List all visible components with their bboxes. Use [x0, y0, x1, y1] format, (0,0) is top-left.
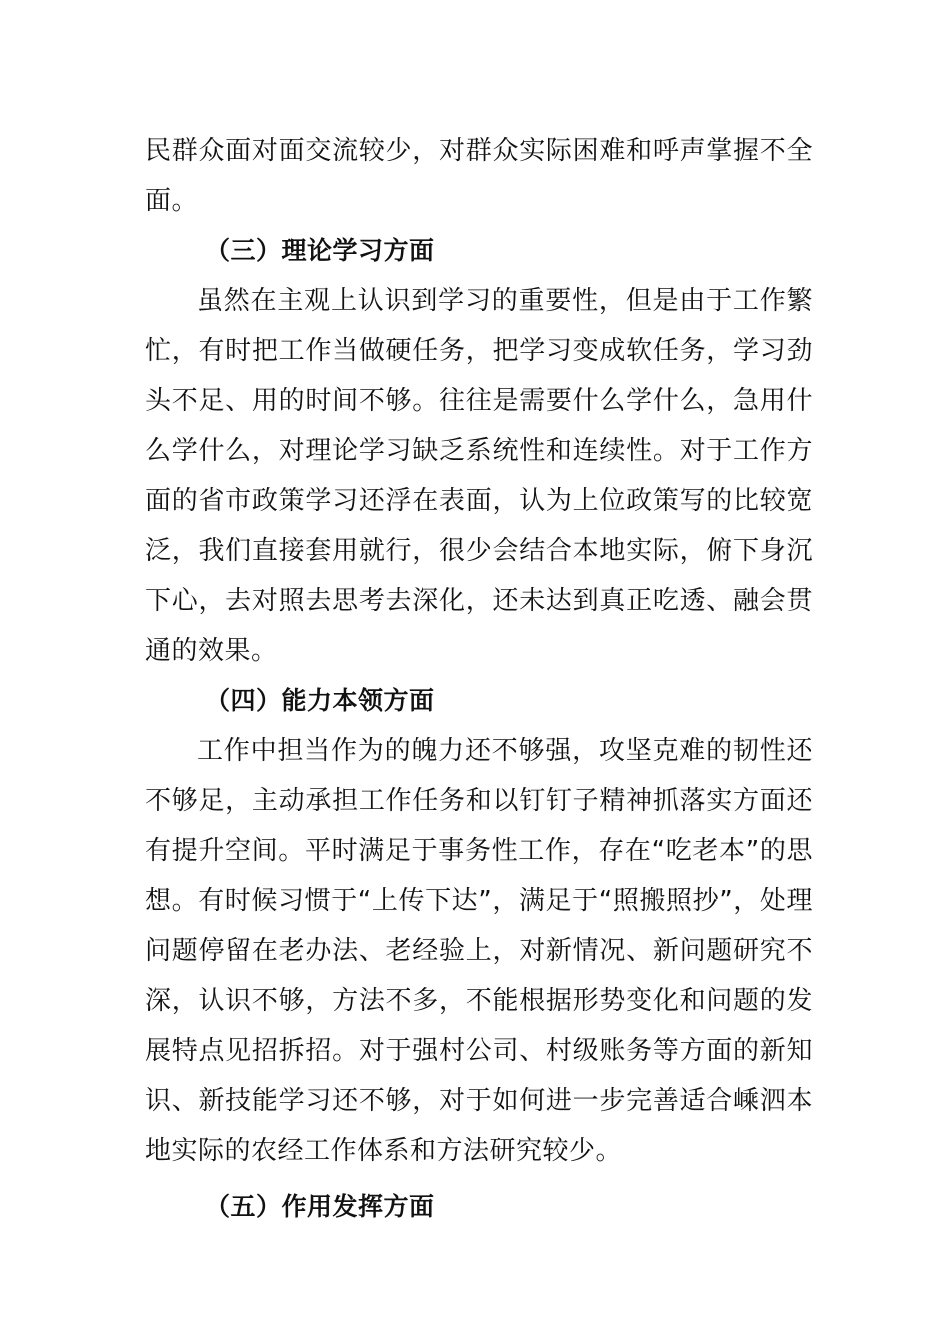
- section-heading-theory-study: （三）理论学习方面: [205, 236, 435, 265]
- section-heading-role: （五）作用发挥方面: [205, 1192, 435, 1221]
- paragraph-theory-study: 虽然在主观上认识到学习的重要性，但是由于工作繁忙，有时把工作当做硬任务，把学习变成软任务，学习劲头不足、用的时间不够。往往是需要什么学什么，急用什么学什么，对理论学习缺乏系统性和连续性。对于工作方面的省市政策学习还浮在表面，认为上位政策写的比较宽泛，我们直接套用就行，很少会结合本地实际，俯下身沉下心，去对照去思考去深化，还未达到真正吃透、融会贯通的效果。: [145, 286, 813, 666]
- paragraph-continued: 民群众面对面交流较少，对群众实际困难和呼声掌握不全面。: [145, 136, 813, 216]
- document-body: [145, 126, 813, 1232]
- section-heading-ability: （四）能力本领方面: [205, 686, 435, 715]
- paragraph-ability: 工作中担当作为的魄力还不够强，攻坚克难的韧性还不够足，主动承担工作任务和以钉钉子精神抓落实方面还有提升空间。平时满足于事务性工作，存在“吃老本”的思想。有时候习惯于“上传下达”，满足于“照搬照抄”，处理问题停留在老办法、老经验上，对新情况、新问题研究不深，认识不够，方法不多，不能根据形势变化和问题的发展特点见招拆招。对于强村公司、村级账务等方面的新知识、新技能学习还不够，对于如何进一步完善适合嵊泗本地实际的农经工作体系和方法研究较少。: [145, 736, 813, 1166]
